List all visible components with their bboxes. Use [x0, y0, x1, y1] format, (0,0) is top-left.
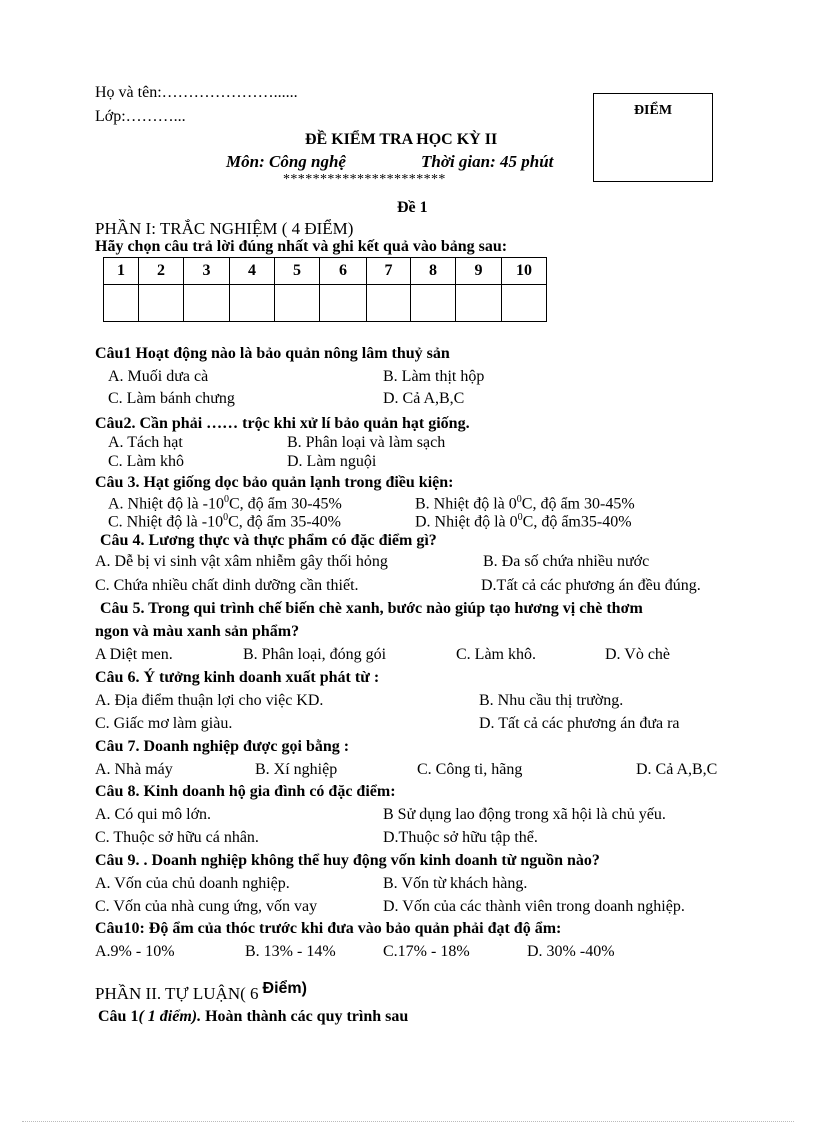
answer-table-header — [104, 258, 547, 285]
exam-title: ĐỀ KIỂM TRA HỌC KỲ II — [305, 131, 498, 148]
option: C.17% - 18% — [383, 943, 470, 960]
option: A. Tách hạt — [108, 434, 183, 451]
question-number: Câu 6 — [95, 669, 136, 686]
option: B. Phân loại và làm sạch — [287, 434, 446, 451]
part2-heading-tail: Điểm) — [262, 980, 307, 997]
option-text: C, độ ẩm35-40% — [522, 513, 632, 531]
answer-col-header: 10 — [502, 258, 547, 285]
part2-heading-text: PHẦN II. TỰ LUẬN( 6 — [95, 984, 259, 1003]
option: D. Cả A,B,C — [636, 761, 718, 778]
answer-col-header: 9 — [456, 258, 502, 285]
name-line: Họ và tên:…………………...... — [95, 84, 298, 101]
answer-cell[interactable] — [320, 285, 367, 322]
question-number: Câu 5 — [100, 600, 141, 617]
question-text: . Lương thực và thực phẩm có đặc điểm gì? — [140, 532, 437, 549]
option: D. Cả A,B,C — [383, 390, 465, 407]
option: D. 30% -40% — [527, 943, 615, 960]
answer-col-header: 2 — [139, 258, 184, 285]
option — [108, 494, 342, 513]
option: A Diệt men. — [95, 646, 173, 663]
question-text: Hoạt động nào là bảo quản nông lâm thuỷ sản — [131, 345, 450, 362]
option: A. Vốn của chủ doanh nghiệp. — [95, 875, 290, 892]
option: C. Vốn của nhà cung ứng, vốn vay — [95, 898, 318, 915]
option-text: B. Nhiệt độ là 0 — [415, 495, 517, 513]
answer-cell[interactable] — [184, 285, 230, 322]
answer-cell[interactable] — [367, 285, 411, 322]
question-number: Câu 8 — [95, 783, 136, 800]
question-number: Câu10 — [95, 920, 140, 937]
answer-cell[interactable] — [230, 285, 275, 322]
option: A. Muối dưa cà — [108, 368, 209, 385]
part2-heading — [95, 980, 307, 1004]
answer-col-header: 1 — [104, 258, 139, 285]
option-text: D. Nhiệt độ là 0 — [415, 513, 518, 531]
answer-col-header: 5 — [275, 258, 320, 285]
option: D.Thuộc sở hữu tập thể. — [383, 829, 538, 846]
option-text: A. Nhiệt độ là -10 — [108, 495, 224, 513]
answer-cell[interactable] — [411, 285, 456, 322]
score-box-label: ĐIỂM — [633, 103, 673, 118]
option: B Sử dụng lao động trong xã hội là chủ yếu. — [383, 806, 666, 823]
option: C. Chứa nhiều chất dinh dưỡng cần thiết. — [95, 577, 359, 594]
question-9 — [95, 852, 600, 870]
option: B. 13% - 14% — [245, 943, 336, 960]
option-text: C, độ ẩm 30-45% — [521, 495, 635, 513]
option-text: C, độ ẩm 30-45% — [228, 495, 342, 513]
subject: Môn: Công nghệ — [226, 152, 346, 171]
question-text: . Kinh doanh hộ gia đình có đặc điểm: — [135, 783, 396, 800]
page-bottom-divider — [22, 1121, 794, 1122]
answer-table-row — [104, 285, 547, 322]
question-number: Câu 9 — [95, 852, 136, 869]
option: D. Vốn của các thành viên trong doanh nghiệp. — [383, 898, 685, 915]
part1-instruction: Hãy chọn câu trả lời đúng nhất và ghi kết quả vào bảng sau: — [95, 238, 508, 255]
question-number: Câu1 — [95, 345, 132, 362]
question-3 — [95, 474, 453, 492]
question-text: : Độ ẩm của thóc trước khi đưa vào bảo quản phải đạt độ ẩm: — [139, 920, 562, 937]
option: B. Vốn từ khách hàng. — [383, 875, 528, 892]
score-box — [593, 93, 713, 182]
question-number: Câu 7 — [95, 738, 136, 755]
answer-col-header: 4 — [230, 258, 275, 285]
question-number: Câu2 — [95, 415, 132, 432]
degree-superscript: 0 — [223, 512, 229, 523]
option: B. Đa số chứa nhiều nước — [483, 553, 650, 570]
question-6 — [95, 669, 379, 687]
answer-cell[interactable] — [502, 285, 547, 322]
option: B. Phân loại, đóng gói — [243, 646, 387, 663]
option: B. Xí nghiệp — [255, 761, 338, 778]
option: B. Nhu cầu thị trường. — [479, 692, 624, 709]
exam-code: Đề 1 — [397, 199, 428, 216]
option: A.9% - 10% — [95, 943, 175, 960]
option: A. Dễ bị vi sinh vật xâm nhiễm gây thối hỏng — [95, 553, 388, 570]
answer-col-header: 8 — [411, 258, 456, 285]
degree-superscript: 0 — [223, 494, 229, 505]
question-7 — [95, 738, 349, 756]
answer-cell[interactable] — [139, 285, 184, 322]
question-4 — [100, 532, 437, 550]
degree-superscript: 0 — [517, 512, 523, 523]
option: A. Địa điểm thuận lợi cho việc KD. — [95, 692, 324, 709]
question-5 — [100, 600, 643, 618]
option: D. Tất cả các phương án đưa ra — [479, 715, 680, 732]
option: D. Làm nguội — [287, 453, 377, 470]
question-number: Câu 3 — [95, 474, 136, 491]
degree-superscript: 0 — [516, 494, 522, 505]
option: C. Làm bánh chưng — [108, 390, 235, 407]
option-text: C, độ ẩm 35-40% — [228, 513, 341, 531]
time-limit: Thời gian: 45 phút — [421, 152, 554, 171]
question-number: Câu 1 — [98, 1008, 139, 1025]
question-text: . Cần phải …… trộc khi xử lí bảo quản hạt giống. — [131, 415, 470, 432]
option-text: C. Nhiệt độ là -10 — [108, 513, 224, 531]
question-10 — [95, 920, 561, 938]
question-8 — [95, 783, 396, 801]
answer-table — [103, 257, 547, 322]
question-1 — [95, 345, 450, 363]
answer-col-header: 3 — [184, 258, 230, 285]
question-2 — [95, 415, 470, 433]
question-text-continued: ngon và màu xanh sản phẩm? — [95, 623, 300, 640]
answer-cell[interactable] — [456, 285, 502, 322]
question-text: . Hạt giống dọc bảo quản lạnh trong điều kiện: — [135, 474, 454, 491]
option: C. Làm khô. — [456, 646, 536, 663]
class-line: Lớp:………... — [95, 108, 186, 125]
option — [108, 512, 341, 531]
option: C. Thuộc sở hữu cá nhân. — [95, 829, 259, 846]
answer-cell[interactable] — [275, 285, 320, 322]
option: C. Làm khô — [108, 453, 184, 470]
part2-question-1 — [98, 1008, 408, 1026]
option: B. Làm thịt hộp — [383, 368, 485, 385]
answer-col-header: 6 — [320, 258, 367, 285]
question-text: . Ý tưởng kinh doanh xuất phát từ : — [135, 669, 380, 686]
option: D.Tất cả các phương án đều đúng. — [481, 577, 701, 594]
option: A. Nhà máy — [95, 761, 173, 778]
option: C. Giấc mơ làm giàu. — [95, 715, 233, 732]
question-score: ( 1 điểm). — [138, 1008, 202, 1025]
question-text: Hoàn thành các quy trình sau — [201, 1008, 409, 1025]
part1-heading: PHẦN I: TRẮC NGHIỆM ( 4 ĐIỂM) — [95, 219, 354, 238]
option: C. Công ti, hãng — [417, 761, 523, 778]
stars-divider: ********************** — [283, 172, 446, 187]
question-text: . Doanh nghiệp được gọi bằng : — [135, 738, 350, 755]
option — [415, 494, 635, 513]
option — [415, 512, 632, 531]
question-text: . Trong qui trình chế biến chè xanh, bước nào giúp tạo hương vị chè thơm — [140, 600, 643, 617]
answer-cell[interactable] — [104, 285, 139, 322]
question-text: . . Doanh nghiệp không thể huy động vốn kinh doanh từ nguồn nào? — [135, 852, 600, 869]
option: D. Vò chè — [605, 646, 671, 663]
answer-col-header: 7 — [367, 258, 411, 285]
question-number: Câu 4 — [100, 532, 141, 549]
option: A. Có qui mô lớn. — [95, 806, 212, 823]
